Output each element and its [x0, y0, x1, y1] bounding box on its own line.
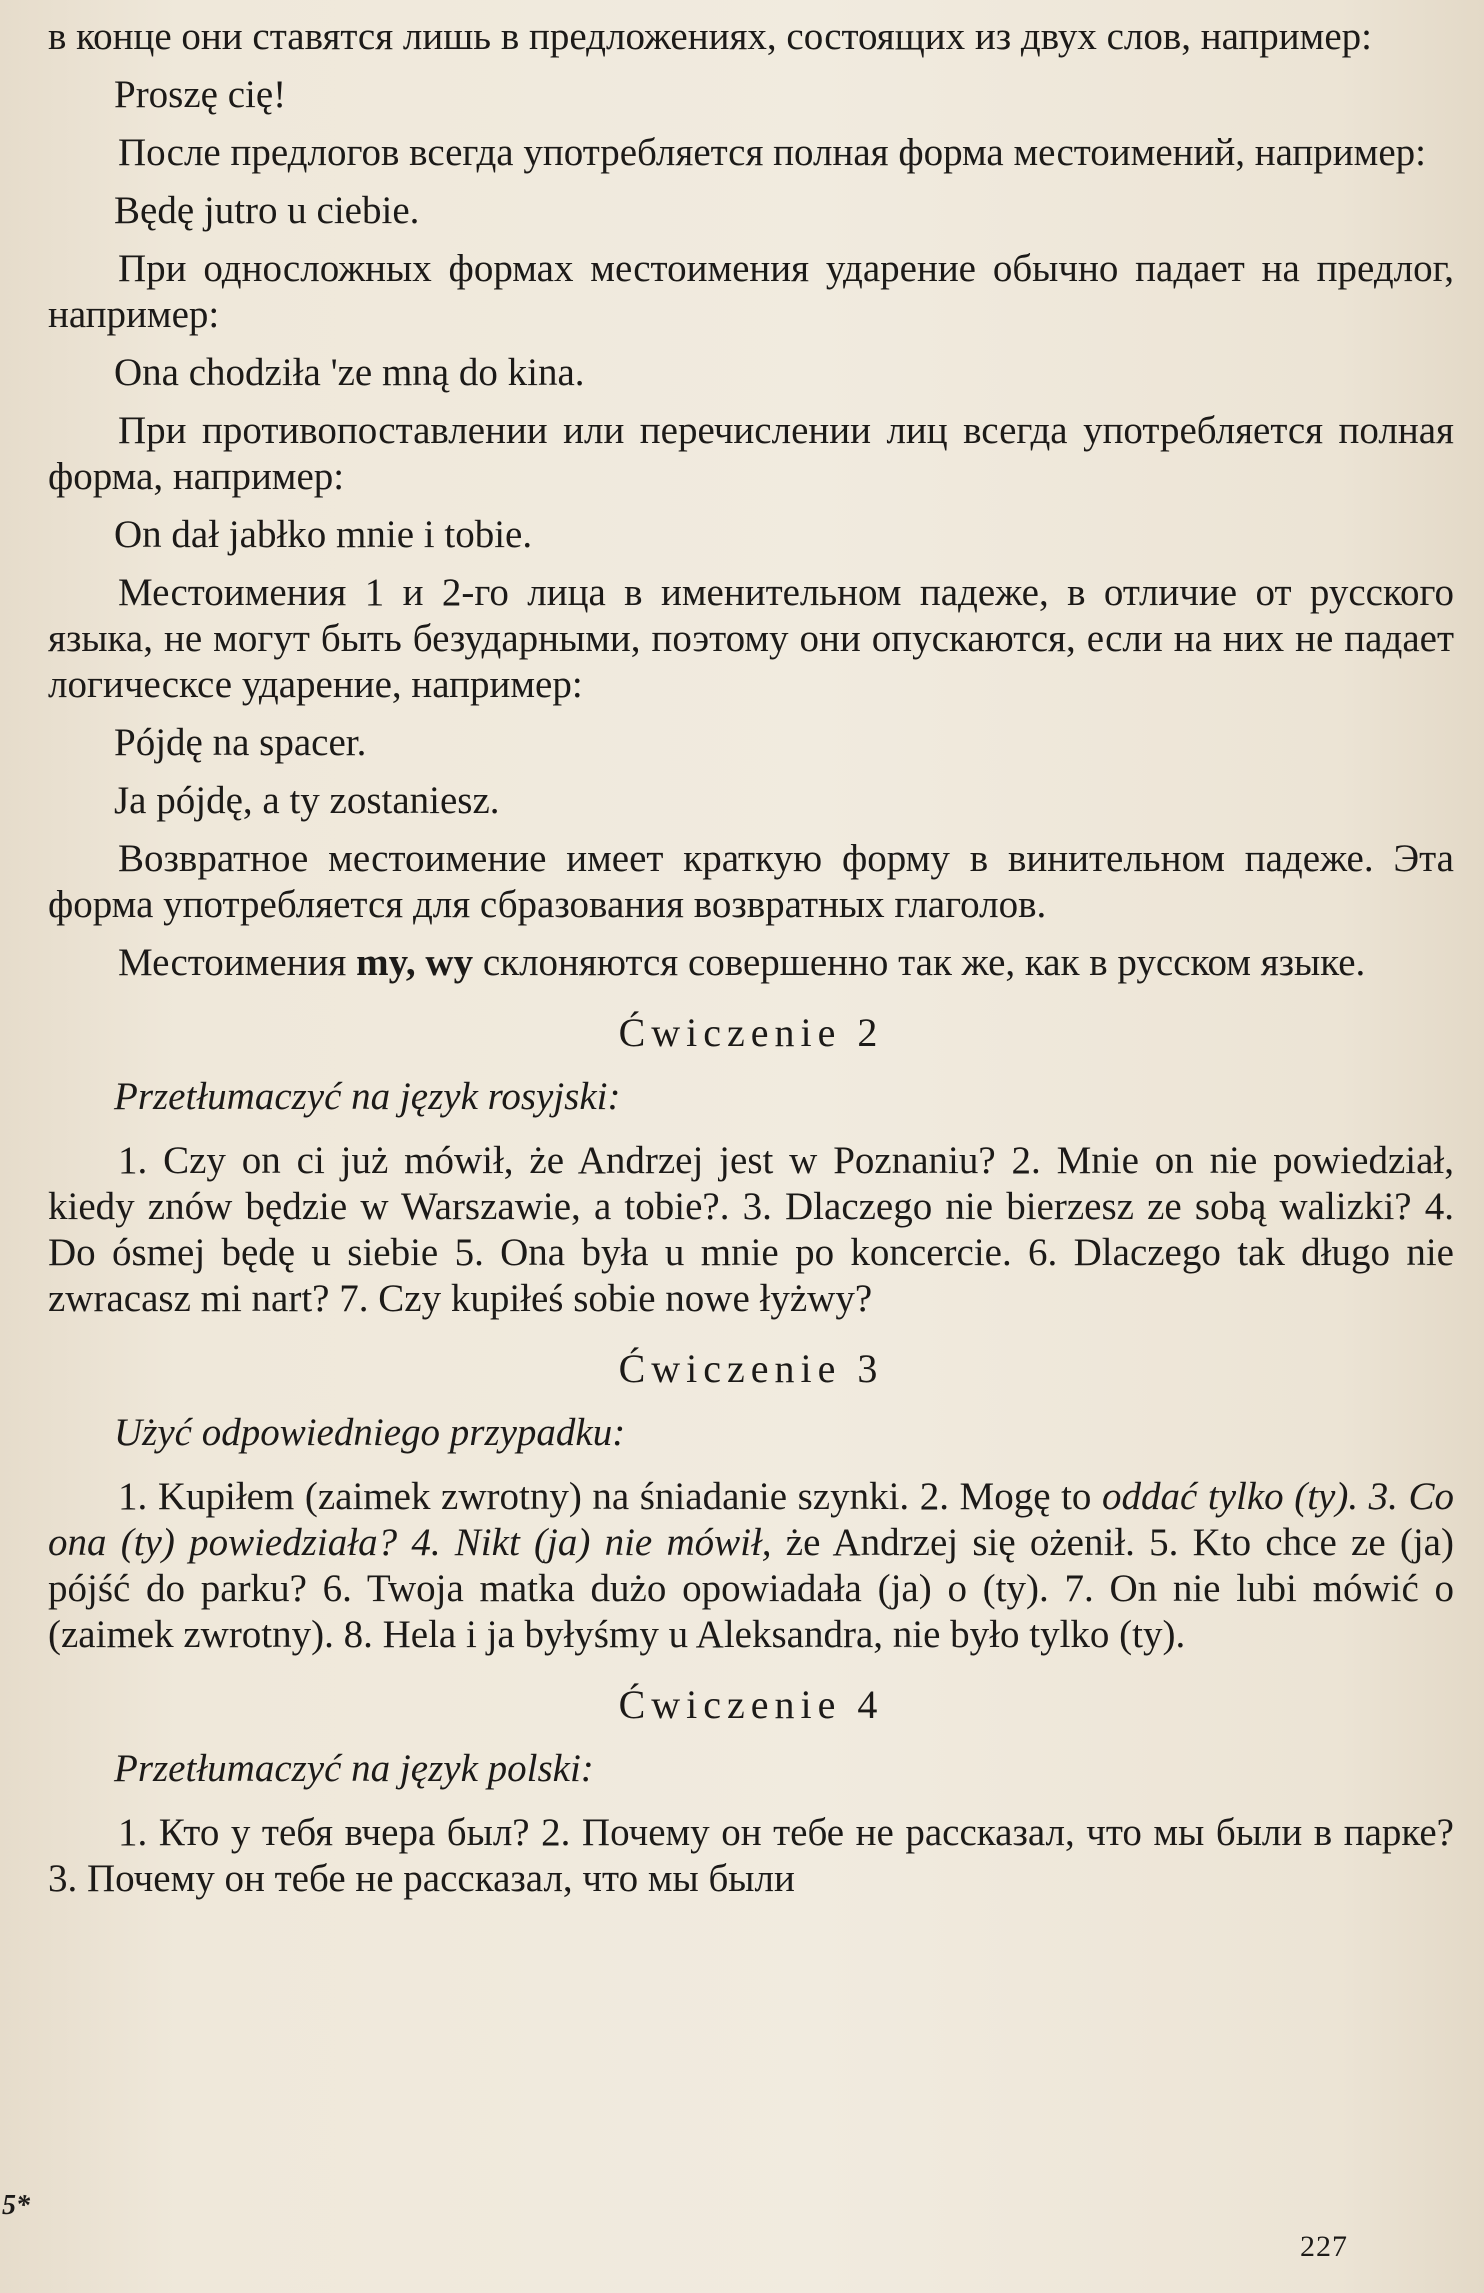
paragraph-intro-5: Местоимения 1 и 2-го лица в именительном падеже, в отличие от русского языка, не могут быть безударными, поэтому они опускаются, если на них не падает логическсе ударение, например: — [48, 571, 1454, 706]
example-6: Ja pójdę, a ty zostaniesz. — [114, 779, 500, 822]
paragraph-intro-7-end: склоняются совершенно так же, как в русском языке. — [473, 941, 1366, 984]
paragraph-intro-2: После предлогов всегда употребляется полная форма местоимений, например: — [118, 131, 1427, 174]
exercise-4-heading: Ćwiczenie 4 — [618, 1682, 884, 1727]
paragraph-intro-7 — [48, 940, 1454, 986]
example-4: On dał jabłko mnie i tobie. — [114, 513, 533, 556]
example-1: Proszę cię! — [114, 73, 287, 116]
paragraph-intro-4: При противопоставлении или перечислении лиц всегда употребляется полная форма, например: — [48, 409, 1454, 498]
paragraph-intro-6: Возвратное местоимение имеет краткую форму в винительном падеже. Эта форма употребляется для сбразования возвратных глаголов. — [48, 837, 1454, 926]
exercise-3-heading: Ćwiczenie 3 — [618, 1346, 884, 1391]
paragraph-intro-1: в конце они ставятся лишь в предложениях, состоящих из двух слов, например: — [48, 15, 1373, 58]
page-number: 227 — [1300, 2230, 1348, 2263]
signature-mark: 5* — [2, 2190, 30, 2221]
example-2: Będę jutro u ciebie. — [114, 189, 420, 232]
exercise-3-text-part-2: że Andrzej się ożenił. 5. Kto chce ze (ja) pójść do parku? 6. Twoja matka dużo opowiadała (ja) o (ty). 7. On nie lubi mówić o (zaimek zwrotny). 8. Hela i ja byłyśmy u Aleksandra, nie było tylko (ty). — [48, 1521, 1454, 1656]
pronouns-bold: my, wy — [356, 941, 474, 984]
example-5: Pójdę na spacer. — [114, 721, 367, 764]
paragraph-intro-7-start: Местоимения — [118, 941, 357, 984]
exercise-3-text-italic: oddać tylko (ty). 3. Co ona (ty) powiedziała? 4. Nikt (ja) nie mówił, — [48, 1475, 1454, 1564]
example-3: Ona chodziła 'ze mną do kina. — [114, 351, 585, 394]
exercise-2-text: 1. Czy on ci już mówił, że Andrzej jest w Poznaniu? 2. Mnie on nie powiedział, kiedy znów będzie w Warszawie, a tobie?. 3. Dlaczego nie bierzesz ze sobą walizki? 4. Do ósmej będę u siebie 5. Ona była u mnie po koncercie. 6. Dlaczego tak długo nie zwracasz mi nart? 7. Czy kupiłeś sobie nowe łyżwy? — [48, 1139, 1454, 1320]
exercise-2-heading: Ćwiczenie 2 — [618, 1010, 884, 1055]
exercise-3-text-part-1: 1. Kupiłem (zaimek zwrotny) na śniadanie szynki. 2. Mogę to — [118, 1475, 1102, 1518]
exercise-3-text — [48, 1474, 1454, 1658]
exercise-2-task: Przetłumaczyć na język rosyjski: — [114, 1075, 621, 1118]
exercise-3-task: Użyć odpowiedniego przypadku: — [114, 1411, 626, 1454]
exercise-4-task: Przetłumaczyć na język polski: — [114, 1747, 594, 1790]
exercise-4-text: 1. Кто у тебя вчера был? 2. Почему он тебе не рассказал, что мы были в парке? 3. Почему он тебе не рассказал, что мы были — [48, 1811, 1454, 1900]
paragraph-intro-3: При односложных формах местоимения ударение обычно падает на предлог, например: — [48, 247, 1454, 336]
